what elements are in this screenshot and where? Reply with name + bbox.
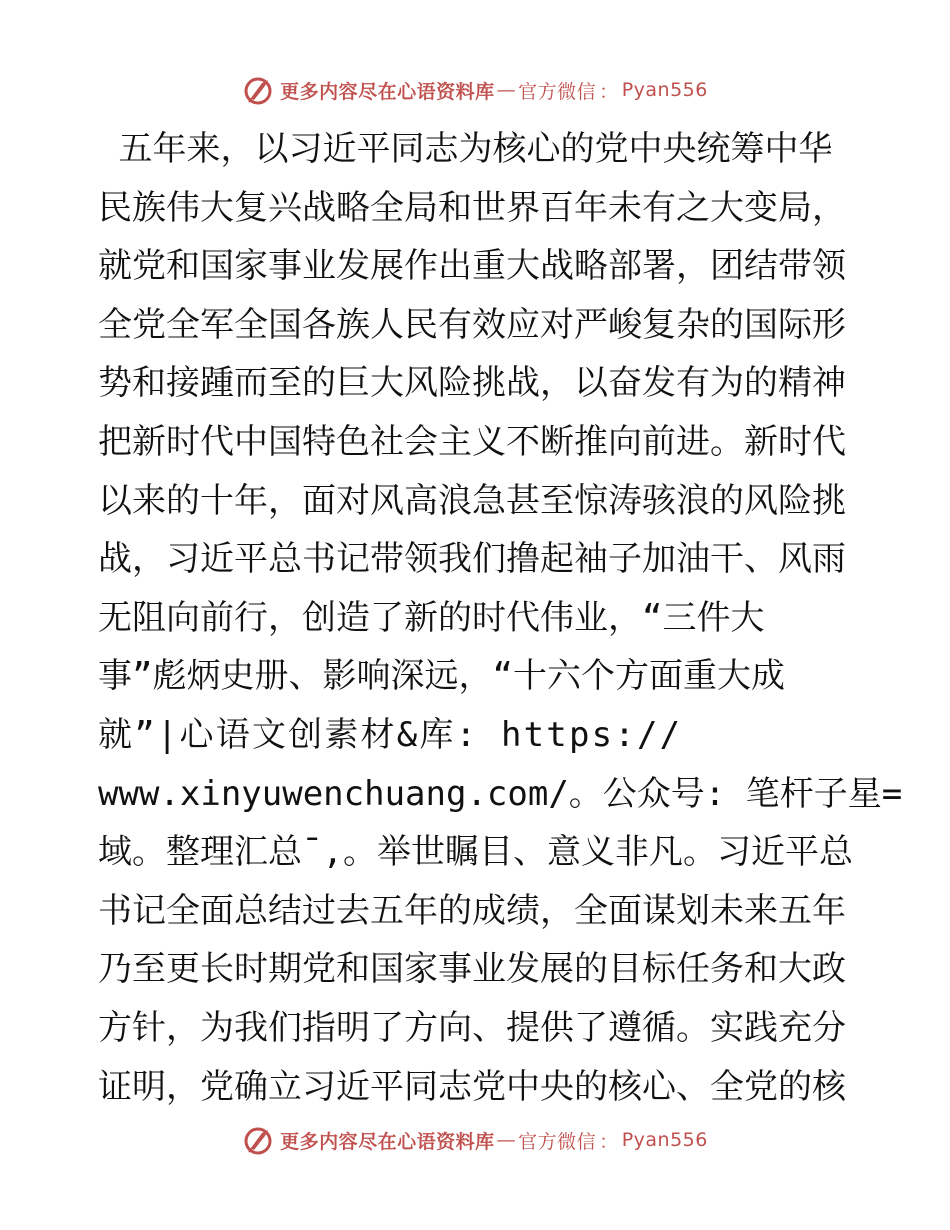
header-banner — [0, 72, 950, 108]
header-wechat-id: Pyan556 — [621, 79, 708, 101]
footer-brand-text: 更多内容尽在心语资料库 — [280, 1130, 495, 1153]
body-line: 证明，党确立习近平同志党中央的核心、全党的核 — [98, 1066, 846, 1107]
footer-official-label: 官方微信 — [518, 1130, 597, 1153]
footer-dash: — — [496, 1129, 517, 1151]
body-line: 域。整理汇总¯,。举世瞩目、意义非凡。习近平总 — [98, 832, 853, 873]
body-line: 五年来，以习近平同志为核心的党中央统筹中华 — [98, 129, 833, 169]
body-line: 把新时代中国特色社会主义不断推向前进。新时代 — [98, 421, 846, 462]
body-line: 书记全面总结过去五年的成绩，全面谋划未来五年 — [98, 890, 846, 931]
header-brand-text: 更多内容尽在心语资料库 — [280, 80, 495, 103]
body-line: 方针，为我们指明了方向、提供了遵循。实践充分 — [98, 1007, 846, 1048]
pen-nib-logo-icon — [242, 1124, 274, 1156]
body-line: 战，习近平总书记带领我们撸起袖子加油干、风雨 — [98, 539, 846, 580]
body-line: 乃至更长时期党和国家事业发展的目标任务和大政 — [98, 949, 846, 990]
body-line: 民族伟大复兴战略全局和世界百年未有之大变局， — [98, 187, 846, 228]
header-official-label: 官方微信 — [518, 80, 597, 103]
footer-wechat-id: Pyan556 — [621, 1129, 708, 1151]
footer-banner — [0, 1122, 950, 1158]
body-line: 事”彪炳史册、影响深远，“十六个方面重大成 — [98, 656, 785, 697]
document-body — [98, 120, 903, 1116]
footer-separator: ： — [599, 1130, 619, 1153]
pen-nib-logo-icon — [242, 74, 274, 106]
body-line: 就党和国家事业发展作出重大战略部署，团结带领 — [98, 246, 846, 287]
body-line: 无阻向前行，创造了新的时代伟业，“三件大 — [98, 597, 765, 638]
header-separator: ： — [599, 80, 619, 103]
body-line: 势和接踵而至的巨大风险挑战，以奋发有为的精神 — [98, 363, 846, 404]
body-line: 就”|心语文创素材&库: https:// — [98, 714, 683, 755]
body-line: 全党全军全国各族人民有效应对严峻复杂的国际形 — [98, 304, 846, 345]
body-line: www.xinyuwenchuang.com/。公众号: 笔杆子星= — [98, 773, 903, 814]
body-line: 以来的十年，面对风高浪急甚至惊涛骇浪的风险挑 — [98, 480, 846, 521]
header-dash: — — [496, 79, 517, 101]
